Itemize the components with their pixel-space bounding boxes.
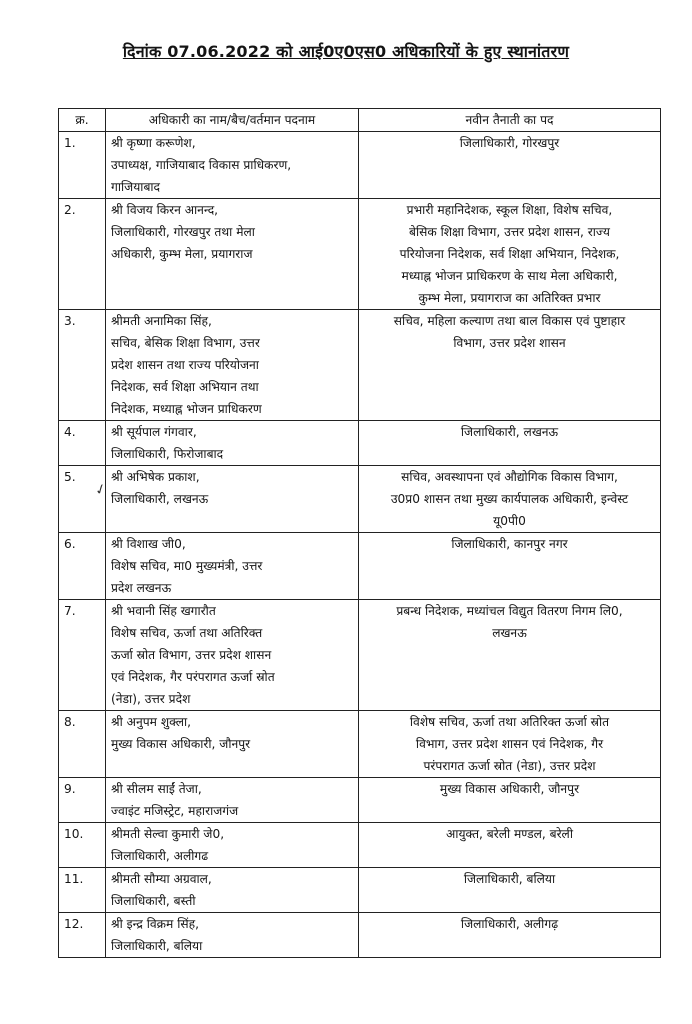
transfer-table [58, 108, 661, 958]
posting-line: सचिव, महिला कल्याण तथा बाल विकास एवं पुष्टाहार [393, 314, 626, 328]
posting-line: परंपरागत ऊर्जा स्रोत (नेडा), उत्तर प्रदेश [423, 759, 596, 773]
new-posting-cell [359, 310, 661, 421]
officer-cell [106, 913, 359, 958]
new-posting-cell [359, 199, 661, 310]
posting-line: उ0प्र0 शासन तथा मुख्य कार्यपालक अधिकारी, इन्वेस्ट [390, 492, 629, 506]
officer-line: श्री सूर्यपाल गंगवार, [111, 425, 197, 439]
new-posting-cell [359, 913, 661, 958]
serial-number: 9. [59, 778, 106, 823]
officer-line: विशेष सचिव, मा0 मुख्यमंत्री, उत्तर [111, 559, 263, 573]
officer-line: श्रीमती सेल्वा कुमारी जे0, [111, 827, 225, 841]
officer-line: श्री विशाख जी0, [111, 537, 186, 551]
table-row [59, 868, 661, 913]
table-row [59, 533, 661, 600]
officer-line: जिलाधिकारी, बस्ती [111, 894, 196, 908]
officer-cell [106, 600, 359, 711]
posting-line: परियोजना निदेशक, सर्व शिक्षा अभियान, निदेशक, [399, 247, 620, 261]
officer-line: मुख्य विकास अधिकारी, जौनपुर [111, 737, 251, 751]
new-posting-cell [359, 533, 661, 600]
officer-line: श्री कृष्णा करूणेश, [111, 136, 196, 150]
officer-cell [106, 533, 359, 600]
table-row [59, 778, 661, 823]
new-posting-cell [359, 132, 661, 199]
posting-line: जिलाधिकारी, लखनऊ [460, 425, 559, 439]
serial-number: 3. [59, 310, 106, 421]
table-header-row [59, 109, 661, 132]
table-row [59, 600, 661, 711]
officer-line: श्री विजय किरन आनन्द, [111, 203, 219, 217]
header-serial: क्र. [59, 109, 106, 132]
posting-line: जिलाधिकारी, बलिया [463, 872, 556, 886]
table-row [59, 823, 661, 868]
posting-line: विशेष सचिव, ऊर्जा तथा अतिरिक्त ऊर्जा स्रोत [409, 715, 610, 729]
table-row [59, 132, 661, 199]
serial-number: 5. [59, 466, 106, 533]
posting-line: प्रभारी महानिदेशक, स्कूल शिक्षा, विशेष सचिव, [406, 203, 613, 217]
posting-line: कुम्भ मेला, प्रयागराज का अतिरिक्त प्रभार [418, 291, 601, 305]
officer-line: श्री इन्द्र विक्रम सिंह, [111, 917, 199, 931]
posting-line: प्रबन्ध निदेशक, मध्यांचल विद्युत वितरण निगम लि0, [396, 604, 623, 618]
header-new-posting: नवीन तैनाती का पद [359, 109, 661, 132]
officer-cell [106, 868, 359, 913]
new-posting-cell [359, 778, 661, 823]
posting-line: मध्याह्न भोजन प्राधिकरण के साथ मेला अधिकारी, [401, 269, 618, 283]
posting-line: विभाग, उत्तर प्रदेश शासन [453, 336, 566, 350]
table-row [59, 421, 661, 466]
table-row [59, 711, 661, 778]
officer-line: श्री भवानी सिंह खगारौत [111, 604, 216, 618]
check-mark-icon: ✓ [92, 480, 110, 500]
table-row [59, 913, 661, 958]
serial-number: 8. [59, 711, 106, 778]
new-posting-cell [359, 421, 661, 466]
officer-line: प्रदेश लखनऊ [111, 581, 172, 595]
officer-line: जिलाधिकारी, बलिया [111, 939, 203, 953]
serial-number: 7. [59, 600, 106, 711]
officer-line: श्रीमती सौम्या अग्रवाल, [111, 872, 212, 886]
officer-line: श्रीमती अनामिका सिंह, [111, 314, 212, 328]
officer-cell [106, 466, 359, 533]
serial-number: 10. [59, 823, 106, 868]
officer-line: विशेष सचिव, ऊर्जा तथा अतिरिक्त [111, 626, 263, 640]
officer-line: श्री अनुपम शुक्ला, [111, 715, 192, 729]
officer-line: श्री सीलम साईं तेजा, [111, 782, 202, 796]
posting-line: विभाग, उत्तर प्रदेश शासन एवं निदेशक, गैर [415, 737, 604, 751]
new-posting-cell [359, 466, 661, 533]
officer-line: निदेशक, मध्याह्न भोजन प्राधिकरण [111, 402, 262, 416]
officer-line: एवं निदेशक, गैर परंपरागत ऊर्जा स्रोत [111, 670, 275, 684]
new-posting-cell [359, 868, 661, 913]
officer-line: सचिव, बेसिक शिक्षा विभाग, उत्तर [111, 336, 260, 350]
new-posting-cell [359, 600, 661, 711]
serial-number: 2. [59, 199, 106, 310]
posting-line: जिलाधिकारी, गोरखपुर [459, 136, 560, 150]
officer-line: जिलाधिकारी, अलीगढ [111, 849, 209, 863]
posting-line: जिलाधिकारी, कानपुर नगर [451, 537, 568, 551]
new-posting-cell [359, 711, 661, 778]
table-row [59, 466, 661, 533]
officer-cell [106, 823, 359, 868]
officer-line: अधिकारी, कुम्भ मेला, प्रयागराज [111, 247, 253, 261]
officer-line: (नेडा), उत्तर प्रदेश [111, 692, 191, 706]
header-officer: अधिकारी का नाम/बैच/वर्तमान पदनाम [106, 109, 359, 132]
posting-line: जिलाधिकारी, अलीगढ़ [460, 917, 559, 931]
officer-cell [106, 711, 359, 778]
officer-line: जिलाधिकारी, लखनऊ [111, 492, 209, 506]
officer-cell [106, 421, 359, 466]
posting-line: सचिव, अवस्थापना एवं औद्योगिक विकास विभाग, [401, 470, 618, 484]
page-title: दिनांक 07.06.2022 को आई0ए0एस0 अधिकारियों के हुए स्थानांतरण [122, 42, 570, 61]
posting-line: यू0पी0 [493, 514, 526, 528]
serial-number: 4. [59, 421, 106, 466]
officer-line: गाजियाबाद [111, 180, 161, 194]
new-posting-cell [359, 823, 661, 868]
officer-line: प्रदेश शासन तथा राज्य परियोजना [111, 358, 259, 372]
posting-line: बेसिक शिक्षा विभाग, उत्तर प्रदेश शासन, राज्य [409, 225, 610, 239]
serial-number: 11. [59, 868, 106, 913]
officer-line: जिलाधिकारी, गोरखपुर तथा मेला [111, 225, 255, 239]
officer-line: श्री अभिषेक प्रकाश, [111, 470, 200, 484]
officer-cell [106, 778, 359, 823]
serial-number: 12. [59, 913, 106, 958]
serial-number: 1. [59, 132, 106, 199]
officer-cell [106, 132, 359, 199]
posting-line: मुख्य विकास अधिकारी, जौनपुर [439, 782, 580, 796]
officer-line: ज्वाइंट मजिस्ट्रेट, महाराजगंज [111, 804, 239, 818]
officer-line: जिलाधिकारी, फिरोजाबाद [111, 447, 224, 461]
officer-line: ऊर्जा स्रोत विभाग, उत्तर प्रदेश शासन [111, 648, 272, 662]
officer-cell [106, 199, 359, 310]
officer-line: उपाध्यक्ष, गाजियाबाद विकास प्राधिकरण, [111, 158, 292, 172]
posting-line: लखनऊ [492, 626, 527, 640]
table-row [59, 310, 661, 421]
officer-cell [106, 310, 359, 421]
officer-line: निदेशक, सर्व शिक्षा अभियान तथा [111, 380, 259, 394]
serial-number: 6. [59, 533, 106, 600]
posting-line: आयुक्त, बरेली मण्डल, बरेली [446, 827, 573, 841]
table-row [59, 199, 661, 310]
